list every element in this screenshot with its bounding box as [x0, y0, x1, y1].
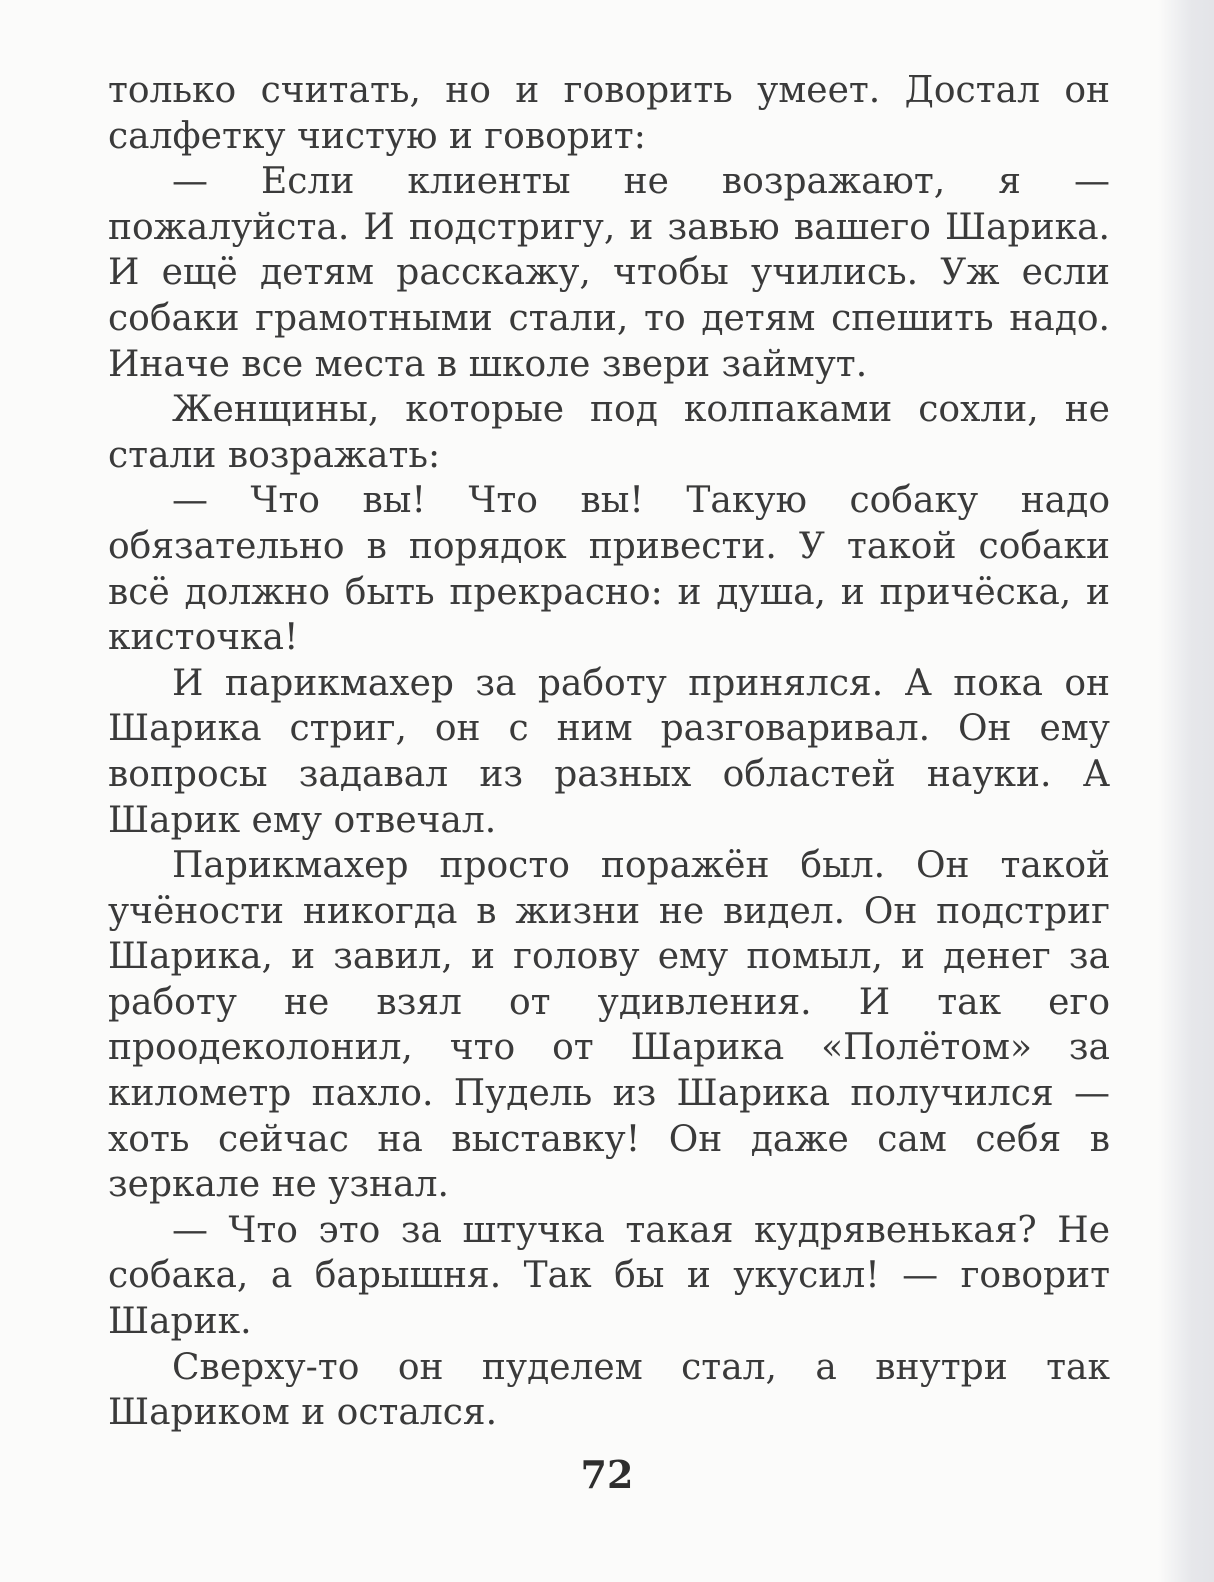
page-edge-shadow — [1158, 0, 1214, 1582]
paragraph-4: — Что вы! Что вы! Такую собаку надо обязательно в порядок привести. У такой собаки всё должно быть прекрасно: и душа, и причёска, и кисточка! — [108, 480, 1110, 659]
paragraph-2: — Если клиенты не возражают, я — пожалуйста. И подстригу, и завью вашего Шарика. И ещё детям расскажу, чтобы учились. Уж если собаки грамотными стали, то детям спешить надо. Иначе все места в школе звери займут. — [108, 161, 1110, 385]
paragraph-7: — Что это за штучка такая кудрявенькая? Не собака, а барышня. Так бы и укусил! — говорит Шарик. — [108, 1209, 1110, 1343]
paragraph-5: И парикмахер за работу принялся. А пока он Шарика стриг, он с ним разговаривал. Он ему вопросы задавал из разных областей науки. А Шарик ему отвечал. — [108, 662, 1110, 841]
page-text — [108, 68, 1110, 1436]
paragraph-1: только считать, но и говорить умеет. Достал он салфетку чистую и говорит: — [108, 70, 1110, 157]
paragraph-3: Женщины, которые под колпаками сохли, не стали возражать: — [108, 389, 1110, 476]
paragraph-8: Сверху-то он пуделем стал, а внутри так Шариком и остался. — [108, 1346, 1110, 1434]
paragraph-6: Парикмахер просто поражён был. Он такой учёности никогда в жизни не видел. Он подстриг Шарика, и завил, и голову ему помыл, и денег за работу не взял от удивления. И так его проодеколонил, что от Шарика «Полётом» за километр пахло. Пудель из Шарика получился — хоть сейчас на выставку! Он даже сам себя в зеркале не узнал. — [108, 845, 1110, 1206]
page-number: 72 — [580, 1452, 634, 1497]
